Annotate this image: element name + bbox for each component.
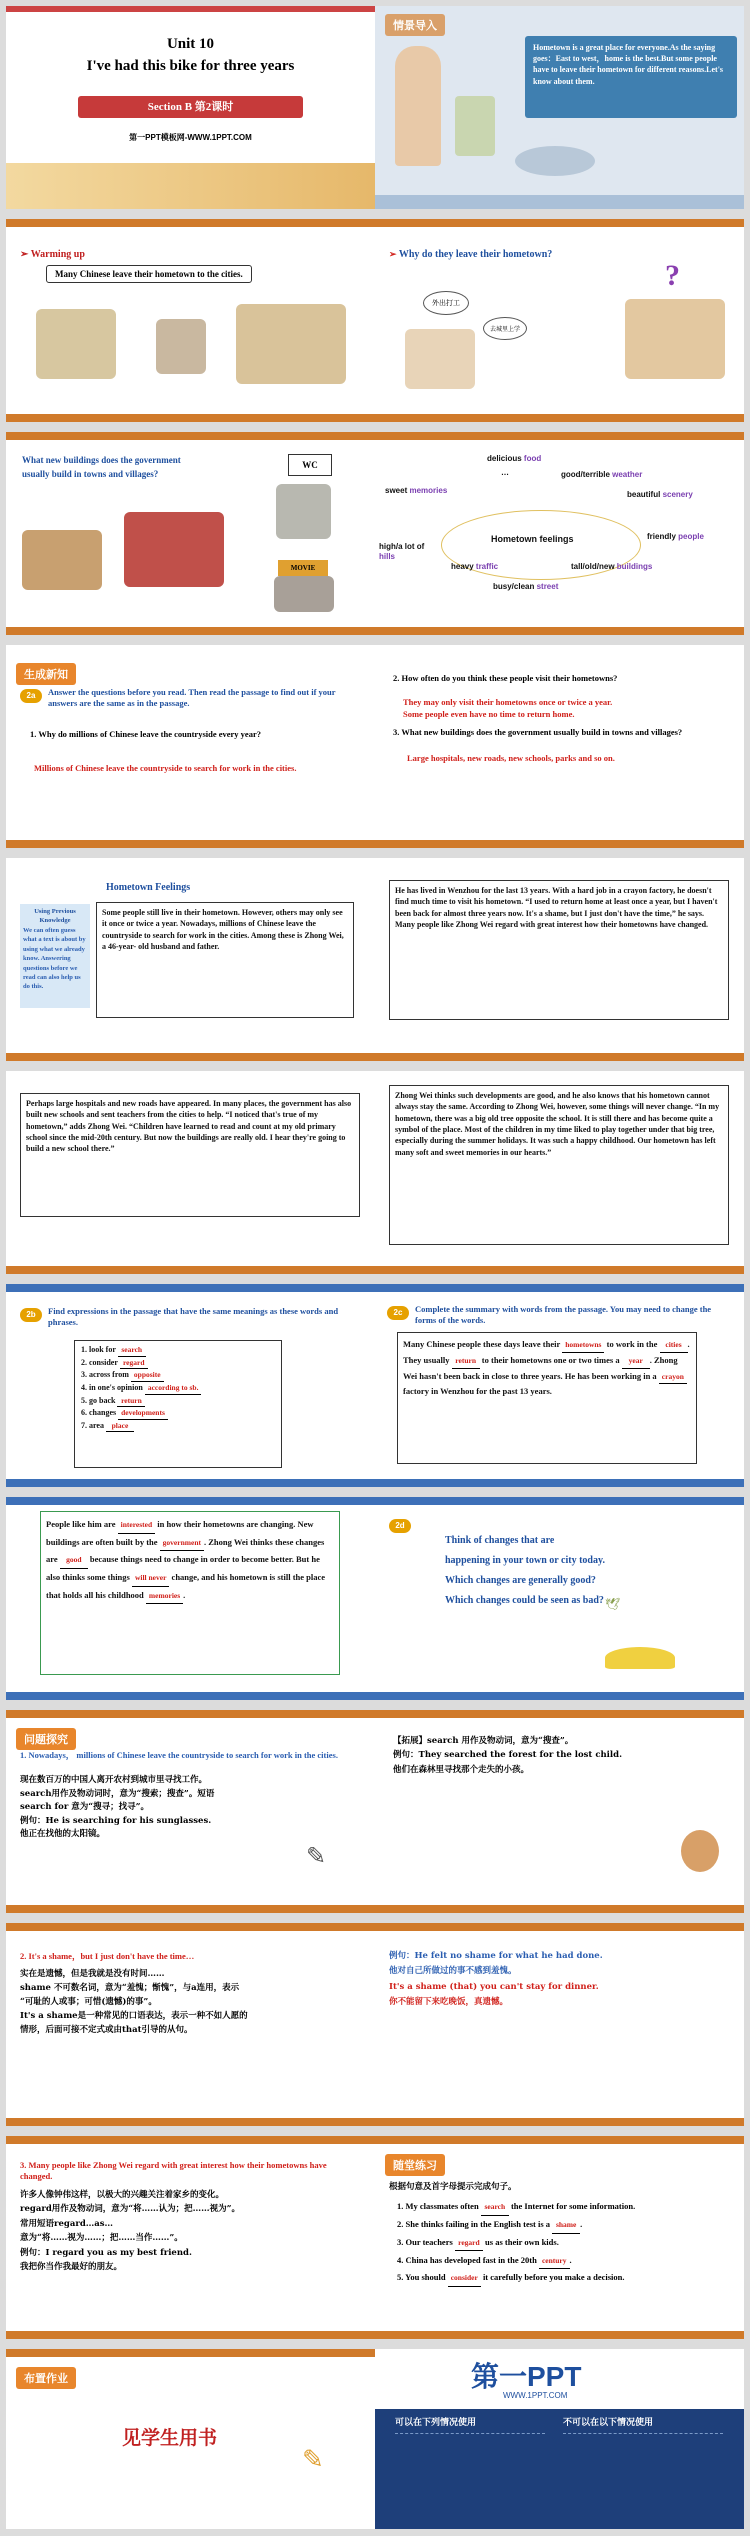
line: 他们在森林里寻找那个走失的小孩。: [393, 1764, 530, 1775]
line: 实在是遗憾，但是我就是没有时间……: [20, 1969, 165, 1979]
matching-list: [74, 1340, 282, 1468]
exercise-item: 1. My classmates often search the Internet for some information.: [397, 2198, 635, 2216]
section-tag: 布置作业: [16, 2367, 76, 2389]
exercise-item: 5. You should consider it carefully before you make a decision.: [397, 2269, 635, 2287]
blank-2[interactable]: government: [160, 1536, 204, 1552]
word-ellipsis: …: [501, 468, 509, 477]
pencil-decoration-icon: ✎: [302, 2445, 324, 2474]
arrow-icon: ➢: [20, 249, 29, 260]
explanation: [20, 2188, 240, 2275]
bottom-band: [6, 2331, 375, 2339]
slide-14[interactable]: [375, 1284, 744, 1487]
blank-4[interactable]: will never: [132, 1571, 169, 1587]
tip-title: Using Previous Knowledge: [34, 908, 76, 925]
word-street: busy/clean street: [493, 582, 559, 591]
question-heading: [389, 249, 552, 260]
bottom-band: [6, 1266, 375, 1274]
farmer-illustration: [36, 309, 116, 379]
hospital-illustration: [124, 512, 224, 587]
discussion-questions: [445, 1531, 605, 1611]
bottom-band: [6, 1479, 375, 1487]
blank-3[interactable]: good: [60, 1553, 88, 1569]
answer-blank[interactable]: regard: [120, 1358, 148, 1370]
intro-text: Hometown is a great place for everyone.As the saying goes：East to west，home is the best.But some people have to leave their hometown for different reasons.Let's know about them.: [525, 36, 737, 118]
word-weather: good/terrible weather: [561, 470, 643, 479]
extension-notes: [393, 1734, 622, 1777]
top-stripe: [6, 6, 375, 12]
world-map-icon: [515, 146, 595, 176]
top-band: [6, 1923, 375, 1931]
not-allowed-column: [563, 2433, 723, 2519]
example-2: It's a shame (that) you can't stay for dinner.: [389, 1981, 599, 1992]
match-item: 6. changes developments: [81, 1407, 275, 1420]
answer-blank[interactable]: opposite: [131, 1370, 164, 1382]
line: 现在数百万的中国人离开农村到城市里寻找工作。: [20, 1775, 208, 1785]
bottom-band: [375, 1905, 744, 1913]
line: 例句：He is searching for his sunglasses.: [20, 1815, 212, 1826]
slide-15[interactable]: [6, 1497, 375, 1700]
match-item: 4. in one's opinion according to sb.: [81, 1382, 275, 1395]
sentence-heading: 1. Nowadays， millions of Chinese leave the countryside to search for work in the cities.: [20, 1750, 338, 1760]
instructions: Answer the questions before you read. Then read the passage to find out if your answers are the same as in the passage.: [48, 687, 336, 709]
pencil-icon: ✎: [306, 1844, 327, 1870]
top-band: [375, 1710, 744, 1718]
line: “可耻的人或事；可惜(遗憾)的事”。: [20, 1997, 157, 2008]
slide-19[interactable]: [6, 1923, 375, 2126]
slide-8[interactable]: [375, 645, 744, 848]
bottom-band: [375, 1266, 744, 1274]
tip-text: We can often guess what a text is about by using what we already know. Answering questions before we read can also help us do this.: [23, 926, 86, 991]
blank-2[interactable]: cities: [660, 1339, 688, 1353]
family-illustration: [405, 329, 475, 389]
caption-box: Many Chinese leave their hometown to the cities.: [46, 265, 252, 283]
blank-5[interactable]: memories: [146, 1589, 183, 1605]
center-label: Hometown feelings: [491, 534, 574, 544]
slide-5[interactable]: [6, 432, 375, 635]
translation-1: 他对自己所做过的事不感到羞愧。: [389, 1966, 517, 1977]
heading-text: Why do they leave their hometown?: [398, 249, 553, 260]
slide-4[interactable]: [375, 219, 744, 422]
answer-2a: They may only visit their hometowns once or twice a year.: [403, 697, 613, 707]
explanation: [20, 1774, 214, 1842]
bottom-band: [375, 2331, 744, 2339]
slide-6[interactable]: [375, 432, 744, 635]
blank-4[interactable]: year: [622, 1355, 650, 1369]
question-1: 1. Why do millions of Chinese leave the countryside every year?: [30, 729, 261, 739]
word-scenery: beautiful scenery: [627, 490, 693, 499]
line: 【拓展】search 用作及物动词，意为“搜查”。: [393, 1736, 574, 1746]
answer-blank[interactable]: search: [481, 2199, 509, 2216]
bottom-band: [375, 1479, 744, 1487]
question-3: 3. What new buildings does the government usually build in towns and villages?: [393, 727, 683, 737]
bottom-band: [6, 627, 375, 635]
line: 许多人像钟伟这样，以极大的兴趣关注着家乡的变化。: [20, 2190, 225, 2200]
homework-text: 见学生用书: [122, 2427, 218, 2449]
site-label: 第一PPT模板网-WWW.1PPT.COM: [129, 133, 252, 142]
toilet-building-illustration: [276, 484, 331, 539]
reading-tip: [20, 904, 90, 1008]
answer-1: Millions of Chinese leave the countryside to search for work in the cities.: [34, 763, 297, 773]
line: Think of changes that are: [445, 1535, 555, 1546]
top-band: [375, 1284, 744, 1292]
children-reading-illustration: [625, 299, 725, 379]
blank-1[interactable]: interested: [118, 1518, 156, 1534]
section-tag: 随堂练习: [385, 2154, 445, 2176]
explanation: [20, 1967, 248, 2037]
bottom-band: [6, 1692, 375, 1700]
village-houses-illustration: [22, 530, 102, 590]
top-band: [375, 1923, 744, 1931]
slide-12[interactable]: [375, 1071, 744, 1274]
summary-box: Many Chinese people these days leave their hometowns to work in the cities . They usually return to their hometowns one or two times a year . Zhong Wei hasn't been back in close to three years. He has been working in a crayon factory in Wenzhou for the past 13 years.: [397, 1332, 697, 1464]
wc-sign: WC: [288, 454, 332, 476]
question-mark-icon: ?: [665, 259, 680, 292]
arrow-icon: ➢: [389, 249, 397, 259]
answer-blank[interactable]: search: [118, 1345, 146, 1357]
activity-number: 2b: [20, 1308, 42, 1322]
slide-23[interactable]: [6, 2349, 375, 2529]
bottom-band: [6, 1053, 375, 1061]
cinema-illustration: [274, 576, 334, 612]
top-band: [6, 1284, 375, 1292]
line: search for 意为“搜寻；找寻”。: [20, 1802, 150, 1813]
slide-18[interactable]: [375, 1710, 744, 1913]
instructions: Find expressions in the passage that have the same meanings as these words and phrases.: [48, 1306, 339, 1328]
answer-blank[interactable]: regard: [455, 2235, 483, 2252]
bottom-band: [6, 2118, 375, 2126]
brand-url[interactable]: WWW.1PPT.COM: [503, 2391, 568, 2400]
slide-17[interactable]: [6, 1710, 375, 1913]
slide-1[interactable]: [6, 6, 375, 209]
passage-paragraph-2: He has lived in Wenzhou for the last 13 years. With a hard job in a crayon factory, he doesn't find much time to visit his hometown. “I used to return home at least once a year, but I haven't been back for almost three years now. It's a shame, but I just don't have the time,” he says. Many people like Zhong Wei regard with great interest how their hometowns have changed.: [389, 880, 729, 1020]
allowed-column: [395, 2433, 545, 2519]
top-band: [6, 2349, 375, 2357]
exercise-item: 2. She thinks failing in the English test is a shame .: [397, 2216, 635, 2234]
line: 他正在找他的太阳镜。: [20, 1829, 106, 1840]
section-tag: 生成新知: [16, 663, 76, 685]
answer-2b: Some people even have no time to return home.: [403, 709, 575, 719]
line: 情形，后面可接不定式或由that引导的从句。: [20, 2025, 193, 2036]
exercise-instructions: 根据句意及首字母提示完成句子。: [389, 2182, 517, 2192]
slide-24[interactable]: [375, 2349, 744, 2529]
top-band: [6, 2136, 375, 2144]
slide-11[interactable]: [6, 1071, 375, 1274]
bottom-band: [375, 840, 744, 848]
speech-bubble-work: 外出打工: [423, 291, 469, 315]
sentence-heading: 2. It's a shame，but I just don't have the time…: [20, 1951, 195, 1961]
answer-blank[interactable]: shame: [552, 2217, 580, 2234]
lesson-title: I've had this bike for three years: [86, 58, 295, 74]
unit-label: Unit 10: [166, 36, 215, 52]
line: happening in your town or city today.: [445, 1555, 605, 1566]
bottom-band: [375, 1053, 744, 1061]
activity-number: 2d: [389, 1519, 411, 1533]
word-traffic: heavy traffic: [451, 562, 499, 571]
answer-blank[interactable]: according to sb.: [145, 1383, 202, 1395]
top-band: [375, 219, 744, 227]
slide-9[interactable]: [6, 858, 375, 1061]
bottom-band: [6, 414, 375, 422]
line: regard用作及物动词，意为“将……认为；把……视为”。: [20, 2204, 241, 2215]
word-memories: sweet memories: [385, 486, 448, 495]
activity-number: 2c: [387, 1306, 409, 1320]
bottom-band: [375, 414, 744, 422]
instructions: Complete the summary with words from the passage. You may need to change the forms of the words.: [415, 1304, 712, 1326]
passage-paragraph-4: Zhong Wei thinks such developments are good, and he also knows that his hometown cannot always stay the same. According to Zhong Wei, however, some things will never change. “In my hometown, there was a big old tree opposite the school. It is still there and has become quite a symbol of the place. Most of the children in my time liked to play together under that big tree, especially during the summer holidays. It was such a happy childhood. Our hometown has left many soft and sweet memories in our hearts.”: [389, 1085, 729, 1245]
passage-paragraph-3: Perhaps large hospitals and new roads have appeared. In many places, the government has also built new schools and sent teachers from the cities to help. “I noticed that's true of my hometown,” adds Zhong Wei. “Children have learned to read and count at my old primary school since the mid-20th century. But now the buildings are really old. I hear they're going to build a new school there.”: [20, 1093, 360, 1217]
blank-5[interactable]: crayon: [659, 1371, 687, 1385]
word-buildings: tall/old/new buildings: [571, 562, 653, 571]
match-item: 7. area place: [81, 1420, 275, 1433]
slide-7[interactable]: [6, 645, 375, 848]
slide-22[interactable]: [375, 2136, 744, 2339]
slide-2[interactable]: [375, 6, 744, 209]
movie-sign: MOVIE: [278, 560, 328, 576]
word-people: friendly people: [647, 532, 704, 541]
top-band: [6, 219, 375, 227]
bottom-band: [375, 627, 744, 635]
teacher-figure: [395, 46, 441, 166]
allowed-heading: 可以在下列情况使用: [395, 2418, 477, 2428]
answer-blank[interactable]: place: [106, 1421, 134, 1433]
bottom-decoration: [6, 163, 375, 209]
exercise-item: 3. Our teachers regard us as their own kids.: [397, 2234, 635, 2252]
answer-blank[interactable]: century: [539, 2253, 570, 2270]
answer-blank[interactable]: return: [117, 1396, 145, 1408]
answer-blank[interactable]: consider: [448, 2270, 481, 2287]
bird-icon: 🕊: [605, 1597, 621, 1611]
podium: [455, 96, 495, 156]
passage-paragraph-1: Some people still live in their hometown. However, others may only see it once or twice a year. Nowadays, millions of Chinese leave the countryside to search for work in the cities. Among these is Zhong Wei, a 46-year- old husband and father.: [96, 902, 354, 1018]
bottom-stripe: [375, 195, 744, 209]
top-band: [375, 2136, 744, 2144]
slide-21[interactable]: [6, 2136, 375, 2339]
warming-up-heading: [20, 249, 85, 260]
brand-logo: 第一PPT: [471, 2361, 582, 2392]
line: 例句：I regard you as my best friend.: [20, 2247, 192, 2258]
summary-box: People like him are interested in how their hometowns are changing. New buildings are often built by the government . Zhong Wei thinks these changes are good because things need to change in order to become better. But he also thinks some things will never change, and his hometown is still the place that holds all his childhood memories .: [40, 1511, 340, 1675]
line: 例句：They searched the forest for the lost child.: [393, 1750, 623, 1761]
flowers-decoration: [605, 1647, 675, 1669]
top-band: [6, 432, 375, 440]
match-item: 2. consider regard: [81, 1357, 275, 1370]
line: 常用短语regard…as…: [20, 2218, 114, 2229]
bottom-band: [6, 840, 375, 848]
girl-reading-illustration: [681, 1830, 719, 1872]
workers-illustration: [236, 304, 346, 384]
top-band: [375, 432, 744, 440]
slide-13[interactable]: [6, 1284, 375, 1487]
bottom-band: [375, 1692, 744, 1700]
slide-16[interactable]: [375, 1497, 744, 1700]
section-banner: Section B 第2课时: [78, 96, 303, 118]
line: It's a shame是一种常见的口语表达，表示一种不如人愿的: [20, 2011, 248, 2022]
section-tag: 情景导入: [385, 14, 445, 36]
exercise-item: 4. China has developed fast in the 20th century .: [397, 2252, 635, 2270]
question-2: 2. How often do you think these people visit their hometowns?: [393, 673, 618, 683]
line: search用作及物动词时，意为“搜索；搜查”。短语: [20, 1788, 215, 1799]
line: 我把你当作我最好的朋友。: [20, 2262, 123, 2273]
activity-number: 2a: [20, 689, 42, 703]
match-item: 1. look for search: [81, 1344, 275, 1357]
not-allowed-heading: 不可以在以下情况使用: [563, 2418, 654, 2428]
line: shame 不可数名词，意为“羞愧；惭愧”，与a连用，表示: [20, 1983, 240, 1994]
line: 意为“将……视为……；把……当作……”。: [20, 2233, 183, 2244]
line: Which changes are generally good?: [445, 1575, 596, 1586]
blank-1[interactable]: hometowns: [562, 1339, 604, 1353]
slide-10[interactable]: [375, 858, 744, 1061]
translation-2: 你不能留下来吃晚饭，真遗憾。: [389, 1996, 509, 2007]
speech-bubble-school: 去城里上学: [483, 317, 527, 340]
section-tag: 问题探究: [16, 1728, 76, 1750]
match-item: 5. go back return: [81, 1395, 275, 1408]
question-text: What new buildings does the government usually build in towns and villages?: [22, 455, 181, 479]
example-1: 例句：He felt no shame for what he had done.: [389, 1951, 603, 1961]
heading-text: Warming up: [30, 249, 85, 260]
line: Which changes could be seen as bad?: [445, 1595, 604, 1606]
match-item: 3. across from opposite: [81, 1369, 275, 1382]
word-food: delicious food: [487, 454, 542, 463]
bottom-band: [375, 2118, 744, 2126]
bus-stop-illustration: [156, 319, 206, 374]
word-hills: high/a lot of hills: [379, 542, 425, 561]
passage-title: Hometown Feelings: [106, 882, 191, 893]
slide-20[interactable]: [375, 1923, 744, 2126]
exercise-list: [397, 2198, 635, 2287]
top-band: [6, 1710, 375, 1718]
bottom-band: [6, 1905, 375, 1913]
examples: [389, 1949, 603, 2010]
top-band: [375, 1497, 744, 1505]
blank-3[interactable]: return: [452, 1355, 480, 1369]
sentence-heading: 3. Many people like Zhong Wei regard with great interest how their hometowns have changed.: [20, 2160, 327, 2182]
top-band: [6, 1497, 375, 1505]
slide-3[interactable]: [6, 219, 375, 422]
answer-blank[interactable]: developments: [118, 1408, 168, 1420]
answer-3: Large hospitals, new roads, new schools, parks and so on.: [407, 753, 615, 763]
